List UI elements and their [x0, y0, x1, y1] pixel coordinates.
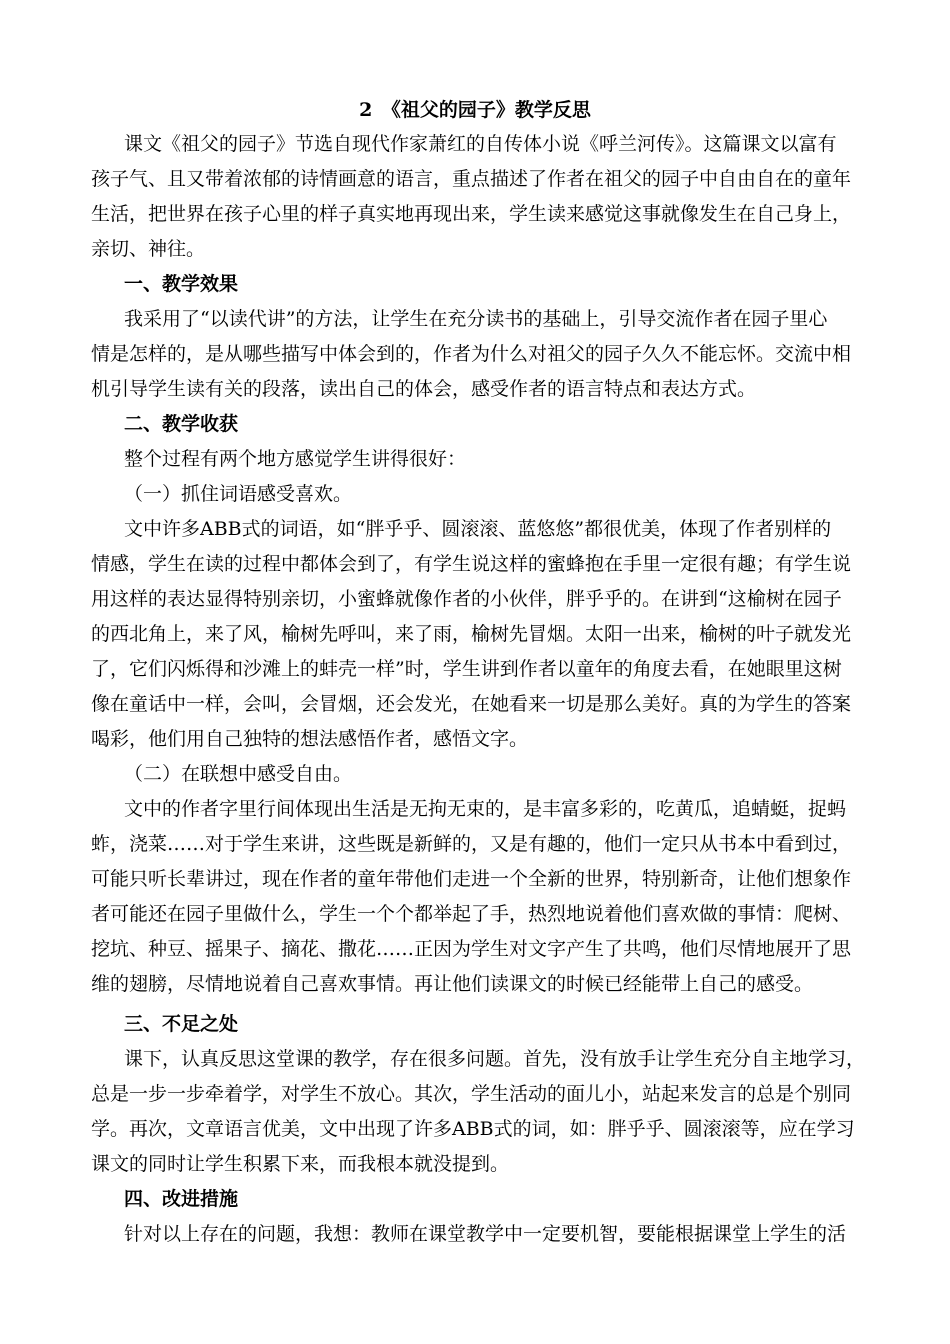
section-heading: 一、教学效果	[124, 273, 239, 295]
paragraph-line: 挖坑、种豆、摇果子、摘花、撒花……正因为学生对文字产生了共鸣，他们尽情地展开了思	[91, 938, 852, 960]
paragraph-line: 的西北角上，来了风，榆树先呼叫，来了雨，榆树先冒烟。太阳一出来，榆树的叶子就发光	[91, 623, 852, 645]
paragraph-line: 课文的同时让学生积累下来，而我根本就没提到。	[91, 1153, 510, 1175]
paragraph-line: 文中许多ABB式的词语，如“胖乎乎、圆滚滚、蓝悠悠”都很优美，体现了作者别样的	[124, 518, 832, 540]
paragraph-line: 维的翅膀，尽情地说着自己喜欢事情。再让他们读课文的时候已经能带上自己的感受。	[91, 973, 814, 995]
paragraph-line: 生活，把世界在孩子心里的样子真实地再现出来，学生读来感觉这事就像发生在自己身上，	[91, 203, 852, 225]
paragraph-line: 整个过程有两个地方感觉学生讲得很好：	[124, 448, 467, 470]
paragraph-line: 课文《祖父的园子》节选自现代作家萧红的自传体小说《呼兰河传》。这篇课文以富有	[124, 133, 837, 155]
section-heading: 四、改进措施	[124, 1188, 239, 1210]
paragraph-line: 课下，认真反思这堂课的教学，存在很多问题。首先，没有放手让学生充分自主地学习，	[124, 1048, 866, 1070]
section-heading: 二、教学收获	[124, 413, 239, 435]
paragraph-line: 针对以上存在的问题，我想：教师在课堂教学中一定要机智，要能根据课堂上学生的活	[124, 1223, 847, 1245]
paragraph-line: 情是怎样的，是从哪些描写中体会到的，作者为什么对祖父的园子久久不能忘怀。交流中相	[91, 343, 852, 365]
subsection-heading: （一）抓住词语感受喜欢。	[124, 483, 353, 505]
paragraph-line: 孩子气、且又带着浓郁的诗情画意的语言，重点描述了作者在祖父的园子中自由自在的童年	[91, 168, 852, 190]
paragraph-line: 像在童话中一样，会叫，会冒烟，还会发光，在她看来一切是那么美好。真的为学生的答案	[91, 693, 852, 715]
paragraph-line: 机引导学生读有关的段落，读出自己的体会，感受作者的语言特点和表达方式。	[91, 378, 757, 400]
paragraph-line: 情感，学生在读的过程中都体会到了，有学生说这样的蜜蜂抱在手里一定很有趣；有学生说	[91, 553, 852, 575]
section-heading: 三、不足之处	[124, 1013, 239, 1035]
paragraph-line: 了，它们闪烁得和沙滩上的蚌壳一样”时，学生讲到作者以童年的角度去看，在她眼里这树	[91, 658, 842, 680]
paragraph-line: 可能只听长辈讲过，现在作者的童年带他们走进一个全新的世界，特别新奇，让他们想象作	[91, 868, 852, 890]
paragraph-line: 者可能还在园子里做什么，学生一个个都举起了手，热烈地说着他们喜欢做的事情：爬树、	[91, 903, 852, 925]
page-title: 2 《祖父的园子》教学反思	[359, 99, 591, 121]
paragraph-line: 亲切、神往。	[91, 238, 206, 260]
paragraph-line: 蚱，浇菜……对于学生来讲，这些既是新鲜的，又是有趣的，他们一定只从书本中看到过，	[91, 833, 852, 855]
subsection-heading: （二）在联想中感受自由。	[124, 763, 353, 785]
paragraph-line: 我采用了“以读代讲”的方法，让学生在充分读书的基础上，引导交流作者在园子里心	[124, 308, 828, 330]
paragraph-line: 文中的作者字里行间体现出生活是无拘无束的，是丰富多彩的，吃黄瓜，追蜻蜓，捉蚂	[124, 798, 847, 820]
paragraph-line: 学。再次，文章语言优美，文中出现了许多ABB式的词，如：胖乎乎、圆滚滚等，应在学习	[91, 1118, 855, 1140]
paragraph-line: 喝彩，他们用自己独特的想法感悟作者，感悟文字。	[91, 728, 529, 750]
paragraph-line: 总是一步一步牵着学，对学生不放心。其次，学生活动的面儿小，站起来发言的总是个别同	[91, 1083, 852, 1105]
paragraph-line: 用这样的表达显得特别亲切，小蜜蜂就像作者的小伙伴，胖乎乎的。在讲到“这榆树在园子	[91, 588, 842, 610]
